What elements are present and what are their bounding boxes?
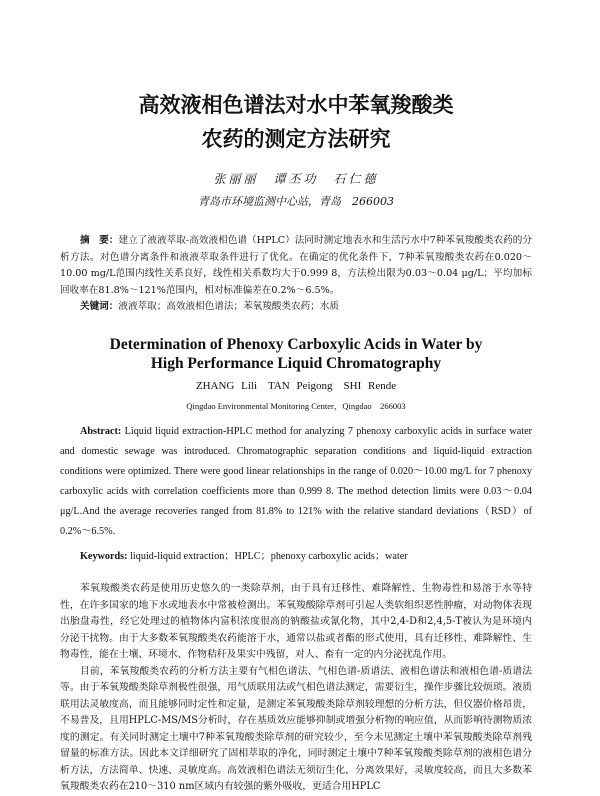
title-en-line1: Determination of Phenoxy Carboxylic Acids in Water by [109,336,483,353]
keywords-cn-label: 关键词： [80,301,119,312]
body-paragraph-1: 苯氧羧酸类农药是使用历史悠久的一类除草剂，由于具有迁移性、难降解性、生物毒性和易溶于水等特性，在许多国家的地下水或地表水中常被检测出。苯氧羧酸除草剂可引起人类软组织恶性肿瘤，对动物体表现出胎盘毒性，经它处理过的植物体内富积浓度很高的钠酸盐或氰化物，其中2,4-D和2,4,5-T被认为是环境内分泌干扰物。由于大多数苯氧羧酸类农药能溶于水，通常以盐或者酯的形式使用，具有迁移性、难降解性、生物毒性，能在土壤、环境水、作物秸秆及果实中残留，对人、畜有一定的内分泌扰乱作用。 [60,583,532,660]
keywords-cn [60,299,532,315]
affiliation-cn: 青岛市环境监测中心站，青岛 266003 [198,195,394,208]
abstract-cn-text: 建立了液液萃取-高效液相色谱（HPLC）法同时测定地表水和生活污水中7种苯氧羧酸类农药的分析方法。对色谱分离条件和液液萃取条件进行了优化。在确定的优化条件下，7种苯氧羧酸类农药在0.020～10.00 mg/L范围内线性关系良好，线性相关系数均大于0.999 8，方法检出限为0.03～0.04 μg/L；平均加标回收率在81.8%～121%范围内，相对标准偏差在0.2%～6.5%。 [60,235,532,296]
body-paragraph-2: 目前，苯氧羧酸类农药的分析方法主要有气相色谱法、气相色谱-质谱法、液相色谱法和液相色谱-质谱法等。由于苯氧羧酸类除草剂极性很强，用气质联用法或气相色谱法测定，需要衍生，操作步骤比较烦琐。液质联用法灵敏度高，而且能够同时定性和定量，是测定苯氧羧酸类除草剂较理想的分析方法，但仪器价格昂贵，不易普及，且用HPLC-MS/MS分析时，存在基质效应能够抑制或增强分析物的响应值，从而影响待测物质浓度的测定。有关同时测定土壤中7种苯氧羧酸类除草剂的研究较少，至今未见测定土壤中苯氧羧酸类除草剂残留量的标准方法。因此本文详细研究了固相萃取的净化，同时测定土壤中7种苯氧羧酸类除草剂的液相色谱分析方法，方法简单、快速、灵敏度高。高效液相色谱法无须衍生化，分离效果好，灵敏度较高，而且大多数苯氧羧酸类农药在210～310 nm区域内有较强的紫外吸收，更适合用HPLC [60,665,532,792]
abstract-cn [60,233,532,299]
affiliation-en: Qingdao Environmental Monitoring Center，Qingdao 266003 [186,401,406,411]
title-cn-line2: 农药的测定方法研究 [201,126,391,151]
body-text [60,581,532,796]
abstract-cn-label: 摘 要： [80,235,119,246]
authors-cn: 张丽丽 谭丕功 石仁德 [213,172,379,186]
title-en-line2: High Performance Liquid Chromatography [150,355,442,372]
abstract-en [60,422,532,542]
abstract-en-label: Abstract: [80,426,122,437]
abstract-en-text: Liquid liquid extraction-HPLC method for analyzing 7 phenoxy carboxylic acids in surface water and domestic sewage was introduced. Chromatographic separation conditions and liquid-liquid extraction conditions were optimized. There were good linear relationships in the range of 0.020～10.00 mg/L for 7 phenoxy carboxylic acids with correlation coefficients more than 0.999 8. The method detection limits were 0.03～0.04 μg/L.And the average recoveries ranged from 81.8% to 121% with the relative standard deviations（RSD）of 0.2%～6.5%. [60,426,532,537]
keywords-en [60,549,532,565]
keywords-en-label: Keywords: [80,551,128,562]
authors-en: ZHANG Lili TAN Peigong SHI Rende [195,380,397,392]
keywords-cn-text: 液液萃取；高效液相色谱法；苯氧羧酸类农药；水质 [118,301,340,312]
keywords-en-text: liquid-liquid extraction；HPLC；phenoxy carboxylic acids；water [127,551,408,562]
title-cn-line1: 高效液相色谱法对水中苯氧羧酸类 [138,92,454,117]
